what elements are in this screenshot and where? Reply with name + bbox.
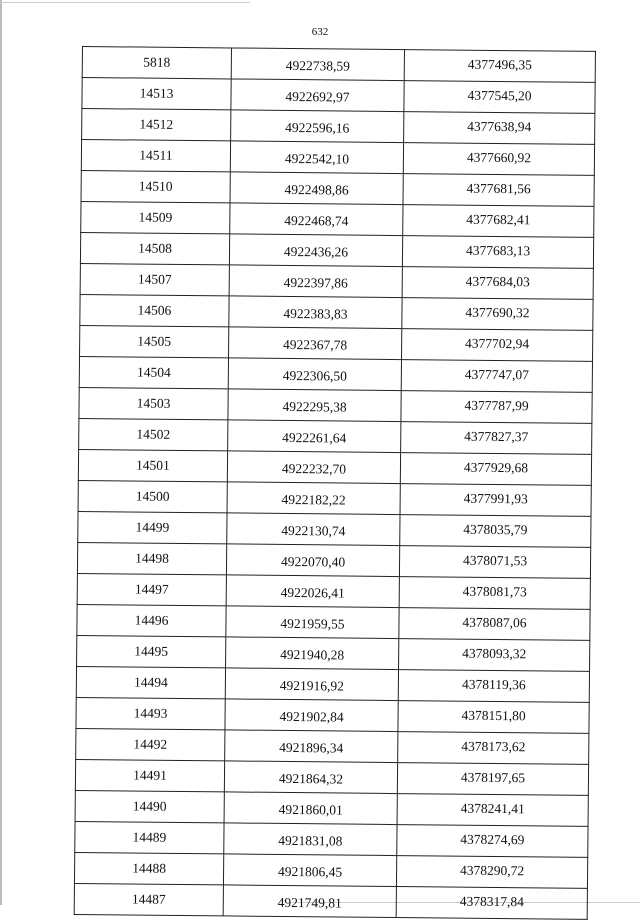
table-row (79, 418, 592, 454)
table-row (77, 604, 590, 640)
x-coordinate-cell: 4921749,81 (223, 885, 396, 918)
table-row (78, 480, 591, 516)
point-number-cell: 14508 (80, 232, 229, 264)
table-row (79, 387, 592, 423)
point-number-cell: 14512 (82, 109, 231, 141)
point-number-cell: 14489 (75, 821, 224, 853)
x-coordinate-cell: 4922468,74 (230, 203, 403, 236)
y-coordinate-cell: 4378087,06 (399, 608, 590, 641)
point-number-cell: 5818 (82, 47, 231, 79)
y-coordinate-cell: 4378035,79 (400, 515, 591, 548)
point-number-cell: 14495 (77, 635, 226, 667)
table-row (82, 47, 595, 83)
y-coordinate-cell: 4377684,03 (402, 267, 593, 300)
x-coordinate-cell: 4922295,38 (228, 389, 401, 422)
table-row (75, 821, 588, 857)
y-coordinate-cell: 4378081,73 (399, 577, 590, 610)
x-coordinate-cell: 4922026,41 (226, 575, 399, 608)
table-row (81, 140, 594, 176)
x-coordinate-cell: 4922367,78 (229, 327, 402, 360)
point-number-cell: 14490 (75, 790, 224, 822)
point-number-cell: 14505 (80, 325, 229, 357)
table-row (78, 449, 591, 485)
y-coordinate-cell: 4377787,99 (401, 391, 592, 424)
point-number-cell: 14502 (79, 418, 228, 450)
x-coordinate-cell: 4922436,26 (229, 234, 402, 267)
y-coordinate-cell: 4377496,35 (404, 50, 595, 83)
point-number-cell: 14510 (81, 170, 230, 202)
table-row (78, 511, 591, 547)
y-coordinate-cell: 4377690,32 (402, 298, 593, 331)
x-coordinate-cell: 4921864,32 (224, 761, 397, 794)
table-row (79, 356, 592, 392)
x-coordinate-cell: 4922498,86 (230, 172, 403, 205)
scan-line-top (0, 2, 250, 3)
coordinates-table (74, 46, 596, 920)
point-number-cell: 14504 (79, 356, 228, 388)
x-coordinate-cell: 4921896,34 (225, 730, 398, 763)
y-coordinate-cell: 4377683,13 (402, 236, 593, 269)
table-row (77, 542, 590, 578)
table-row (82, 109, 595, 145)
x-coordinate-cell: 4921940,28 (226, 637, 399, 670)
x-coordinate-cell: 4921806,45 (223, 854, 396, 887)
page-number: 632 (311, 26, 329, 38)
point-number-cell: 14499 (78, 511, 227, 543)
y-coordinate-cell: 4378241,41 (397, 794, 588, 827)
x-coordinate-cell: 4922232,70 (227, 451, 400, 484)
y-coordinate-cell: 4377702,94 (402, 329, 593, 362)
point-number-cell: 14487 (74, 883, 223, 915)
y-coordinate-cell: 4377991,93 (400, 484, 591, 517)
y-coordinate-cell: 4377660,92 (403, 143, 594, 176)
y-coordinate-cell: 4377682,41 (403, 205, 594, 238)
x-coordinate-cell: 4922542,10 (230, 141, 403, 174)
table-row (81, 170, 594, 206)
x-coordinate-cell: 4922596,16 (231, 110, 404, 143)
point-number-cell: 14497 (77, 573, 226, 605)
table-row (76, 728, 589, 764)
table-row (80, 232, 593, 268)
y-coordinate-cell: 4378071,53 (399, 546, 590, 579)
x-coordinate-cell: 4922261,64 (228, 420, 401, 453)
point-number-cell: 14491 (75, 759, 224, 791)
y-coordinate-cell: 4377929,68 (400, 453, 591, 486)
y-coordinate-cell: 4377638,94 (404, 112, 595, 145)
y-coordinate-cell: 4378151,80 (398, 701, 589, 734)
y-coordinate-cell: 4378290,72 (396, 856, 587, 889)
x-coordinate-cell: 4922130,74 (227, 513, 400, 546)
x-coordinate-cell: 4921860,01 (224, 792, 397, 825)
point-number-cell: 14493 (76, 697, 225, 729)
table-row (75, 759, 588, 795)
x-coordinate-cell: 4921916,92 (225, 668, 398, 701)
table-row (75, 790, 588, 826)
x-coordinate-cell: 4921902,84 (225, 699, 398, 732)
point-number-cell: 14509 (81, 201, 230, 233)
y-coordinate-cell: 4377827,37 (401, 422, 592, 455)
y-coordinate-cell: 4378197,65 (397, 763, 588, 796)
table-row (80, 325, 593, 361)
x-coordinate-cell: 4922397,86 (229, 265, 402, 298)
table-row (74, 883, 587, 919)
point-number-cell: 14494 (76, 666, 225, 698)
y-coordinate-cell: 4378317,84 (396, 887, 587, 920)
table-row (76, 666, 589, 702)
y-coordinate-cell: 4378119,36 (398, 670, 589, 703)
point-number-cell: 14513 (82, 78, 231, 110)
x-coordinate-cell: 4922738,59 (231, 48, 404, 81)
y-coordinate-cell: 4377747,07 (401, 360, 592, 393)
point-number-cell: 14496 (77, 604, 226, 636)
point-number-cell: 14506 (80, 294, 229, 326)
table-row (80, 263, 593, 299)
point-number-cell: 14507 (80, 263, 229, 295)
point-number-cell: 14492 (76, 728, 225, 760)
coordinates-table-body (74, 47, 595, 920)
x-coordinate-cell: 4922306,50 (228, 358, 401, 391)
y-coordinate-cell: 4377681,56 (403, 174, 594, 207)
table-row (76, 697, 589, 733)
point-number-cell: 14488 (74, 852, 223, 884)
point-number-cell: 14501 (78, 449, 227, 481)
x-coordinate-cell: 4922383,83 (229, 296, 402, 329)
table-row (77, 573, 590, 609)
table-row (74, 852, 587, 888)
y-coordinate-cell: 4377545,20 (404, 81, 595, 114)
x-coordinate-cell: 4922182,22 (227, 482, 400, 515)
x-coordinate-cell: 4921959,55 (226, 606, 399, 639)
y-coordinate-cell: 4378173,62 (398, 732, 589, 765)
y-coordinate-cell: 4378274,69 (397, 825, 588, 858)
table-row (81, 201, 594, 237)
table-row (80, 294, 593, 330)
table-row (77, 635, 590, 671)
point-number-cell: 14498 (77, 542, 226, 574)
point-number-cell: 14511 (81, 140, 230, 172)
point-number-cell: 14500 (78, 480, 227, 512)
x-coordinate-cell: 4922692,97 (231, 79, 404, 112)
y-coordinate-cell: 4378093,32 (399, 639, 590, 672)
x-coordinate-cell: 4922070,40 (226, 544, 399, 577)
scan-edge-left (0, 0, 2, 905)
table-row (82, 78, 595, 114)
point-number-cell: 14503 (79, 387, 228, 419)
x-coordinate-cell: 4921831,08 (224, 823, 397, 856)
